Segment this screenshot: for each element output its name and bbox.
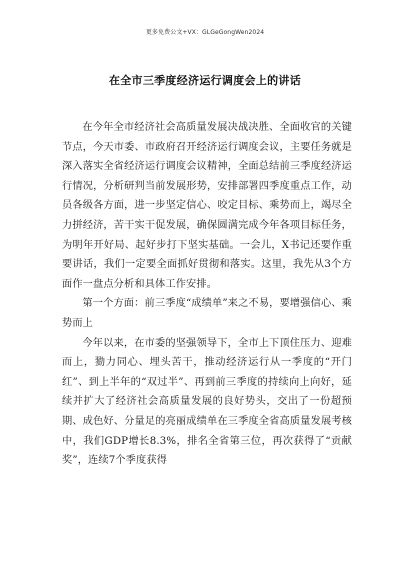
document-title: 在全市三季度经济运行调度会上的讲话 <box>108 74 302 87</box>
header-note: 更多免费公文+VX：GLGeGongWen2024 <box>145 29 265 36</box>
paragraph-section-1: 今年以来，在市委的坚强领导下，全市上下顶住压力、迎难而上，勠力同心、埋头苦干，推动经济运行从一季度的“开门红”、到上半年的“双过半”、再到前三季度的持续向上向好，延续并扩大了经济社会高质量发展的良好势头，交出了一份超预期、成色好、分量足的亮丽成绩单在三季度全省高质量发展考核中，我们GDP增长8.3%，排名全省第三位，再次获得了“贡献奖”，连续7个季度获得 <box>62 337 352 467</box>
document-body <box>62 118 352 471</box>
paragraph-intro: 在今年全市经济社会高质量发展决战决胜、全面收官的关键节点，今天市委、市政府召开经济运行调度会议，主要任务就是深入落实全省经济运行调度会议精神，全面总结前三季度经济运行情况，分析研判当前发展形势，安排部署四季度重点工作，动员各级各方面，进一步坚定信心、咬定目标、乘势而上，竭尽全力拼经济，苦干实干促发展，确保圆满完成今年各项目标任务，为明年开好局、起好步打下坚实基础。一会儿，X书记还要作重要讲话，我们一定要全面抓好贯彻和落实。这里，我先从3个方面作一盘点分析和具体工作安排。 <box>62 122 352 290</box>
section-heading-1: 第一个方面：前三季度“成绩单”来之不易，要增强信心、乘势而上 <box>62 298 352 329</box>
